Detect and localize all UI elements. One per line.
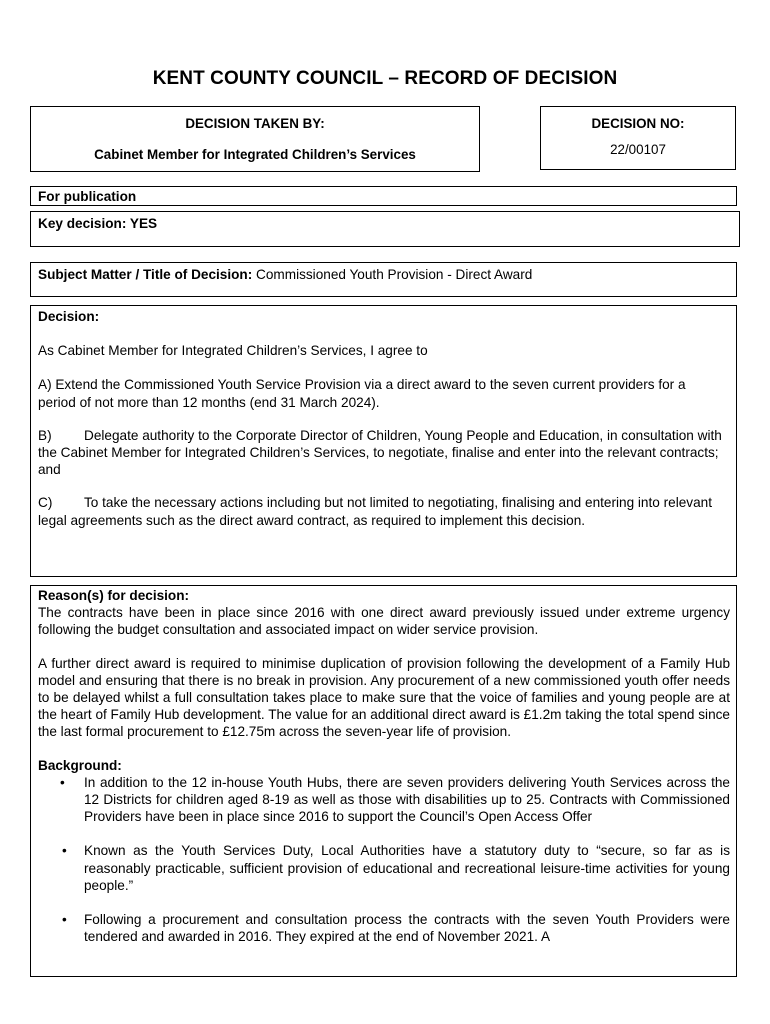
decision-item-c-text: To take the necessary actions including but not limited to negotiating, finalising and entering into relevant legal agreements such as the direct award contract, as required to implement this decision. — [38, 495, 712, 528]
key-decision-box — [30, 211, 740, 247]
decision-item-b-label: B) — [38, 427, 52, 443]
decision-label: Decision: — [38, 309, 100, 324]
list-item-text: Known as the Youth Services Duty, Local Authorities have a statutory duty to “secure, so far as is reasonably practicable, sufficient provision of educational and recreational leisure-time activities for young people.” — [84, 843, 730, 893]
bullet-icon: • — [62, 912, 67, 928]
decision-taken-by-label: DECISION TAKEN BY: — [185, 116, 325, 131]
decision-item-b-text: Delegate authority to the Corporate Director of Children, Young People and Education, in consultation with the Cabinet Member for Integrated Children’s Services, to negotiate, finalise and enter into the relevant contracts; and — [38, 427, 722, 478]
bullet-icon: • — [62, 843, 67, 859]
subject-box — [30, 262, 737, 297]
reasons-box — [30, 585, 737, 977]
subject-label: Subject Matter / Title of Decision: — [38, 267, 253, 282]
subject-value: Commissioned Youth Provision - Direct Award — [252, 267, 533, 282]
reasons-content — [38, 587, 730, 945]
decision-taken-by-box — [30, 106, 480, 172]
list-item-text: In addition to the 12 in-house Youth Hubs, there are seven providers delivering Youth Services across the 12 Districts for children aged 8-19 as well as those with disabilities up to 25. Contracts with Commissioned Providers have been in place since 2016 to support the Council’s Open Access Offer — [84, 774, 730, 825]
publication-label: For publication — [38, 189, 137, 204]
bullet-icon: • — [60, 774, 65, 790]
subject-line — [38, 266, 532, 283]
page-title: KENT COUNTY COUNCIL – RECORD OF DECISION — [152, 68, 618, 89]
reasons-para-1: The contracts have been in place since 2016 with one direct award previously issued under extreme urgency following the budget consultation and associated impact on wider service provision. — [38, 605, 730, 638]
decision-intro: As Cabinet Member for Integrated Children’s Services, I agree to — [38, 343, 428, 359]
decision-taken-by-value: Cabinet Member for Integrated Children’s Services — [94, 147, 416, 162]
decision-box — [30, 305, 737, 577]
decision-content — [38, 308, 722, 529]
list-item — [38, 911, 730, 945]
key-decision-label: Key decision: YES — [38, 216, 158, 231]
background-list — [38, 774, 730, 946]
background-label: Background: — [38, 757, 122, 773]
decision-item-b — [38, 427, 722, 479]
decision-item-a: A) Extend the Commissioned Youth Service Provision via a direct award to the seven current providers for a period of not more than 12 months (end 31 March 2024). — [38, 377, 686, 410]
decision-no-value: 22/00107 — [610, 142, 666, 157]
decision-item-c-label: C) — [38, 495, 53, 511]
list-item — [38, 842, 730, 894]
reasons-label: Reason(s) for decision: — [38, 588, 190, 603]
decision-no-label: DECISION NO: — [591, 116, 685, 131]
list-item-text: Following a procurement and consultation process the contracts with the seven Youth Providers were tendered and awarded in 2016. They expired at the end of November 2021. A — [84, 912, 730, 945]
publication-box — [30, 186, 737, 206]
reasons-para-2: A further direct award is required to minimise duplication of provision following the development of a Family Hub model and ensuring that there is no break in provision. Any procurement of a new commissioned youth offer needs to be delayed whilst a full consultation takes place to make sure that the voice of families and young people are at the heart of Family Hub development. The value for an additional direct award is £1.2m taking the total spend since the last formal procurement to £12.75m across the seven-year life of provision. — [38, 655, 730, 740]
decision-item-c — [38, 494, 722, 528]
list-item — [38, 774, 730, 826]
decision-no-box — [540, 106, 736, 170]
